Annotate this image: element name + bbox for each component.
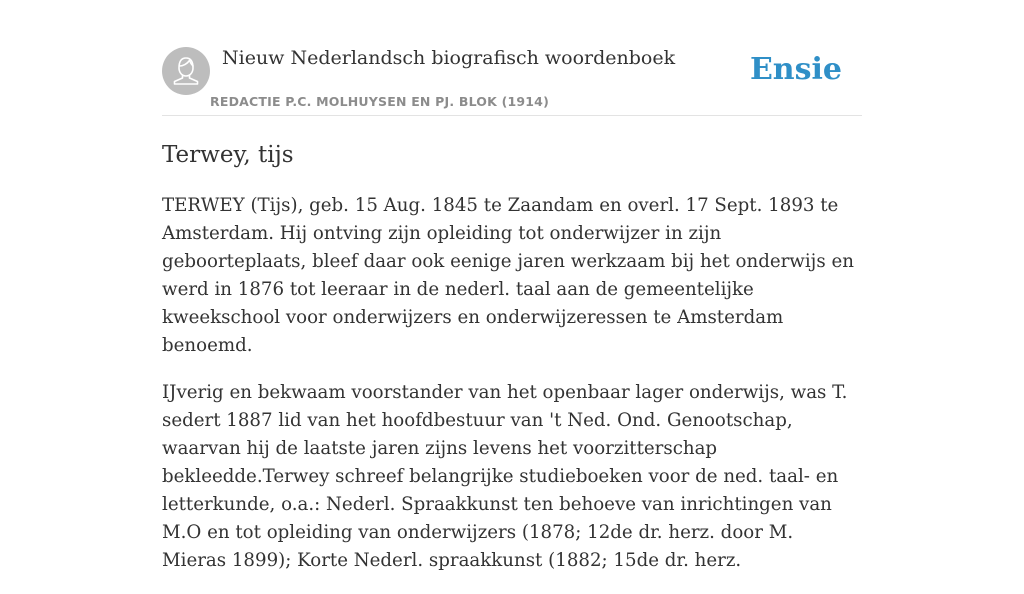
brand-logo[interactable]: Ensie bbox=[749, 52, 842, 87]
article-paragraph: TERWEY (Tijs), geb. 15 Aug. 1845 te Zaandam en overl. 17 Sept. 1893 te Amsterdam. Hij ontving zijn opleiding tot onderwijzer in zijn geboorteplaats, bleef daar ook eenige jaren werkzaam bij het onderwijs en werd in 1876 tot leeraar in de nederl. taal aan de gemeentelijke kweekschool voor onderwijzers en onderwijzeressen te Amsterdam benoemd. bbox=[162, 195, 854, 356]
page-header bbox=[162, 46, 862, 116]
article-title: Terwey, tijs bbox=[162, 142, 294, 168]
user-silhouette-icon bbox=[162, 47, 210, 95]
article-body bbox=[162, 192, 862, 594]
editors-credit: REDACTIE P.C. MOLHUYSEN EN PJ. BLOK (1914) bbox=[210, 94, 549, 109]
book-title[interactable]: Nieuw Nederlandsch biografisch woordenboek bbox=[222, 47, 676, 69]
avatar[interactable] bbox=[162, 47, 210, 95]
article-paragraph: IJverig en bekwaam voorstander van het openbaar lager onderwijs, was T. sedert 1887 lid van het hoofdbestuur van 't Ned. Ond. Genootschap, waarvan hij de laatste jaren zijns levens het voorzitterschap bekleedde.Terwey schreef belangrijke studieboeken voor de ned. taal- en letterkunde, o.a.: Nederl. Spraakkunst ten behoeve van inrichtingen van M.O en tot opleiding van onderwijzers (1878; 12de dr. herz. door M. Mieras 1899); Korte Nederl. spraakkunst (1882; 15de dr. herz. bbox=[162, 382, 848, 571]
